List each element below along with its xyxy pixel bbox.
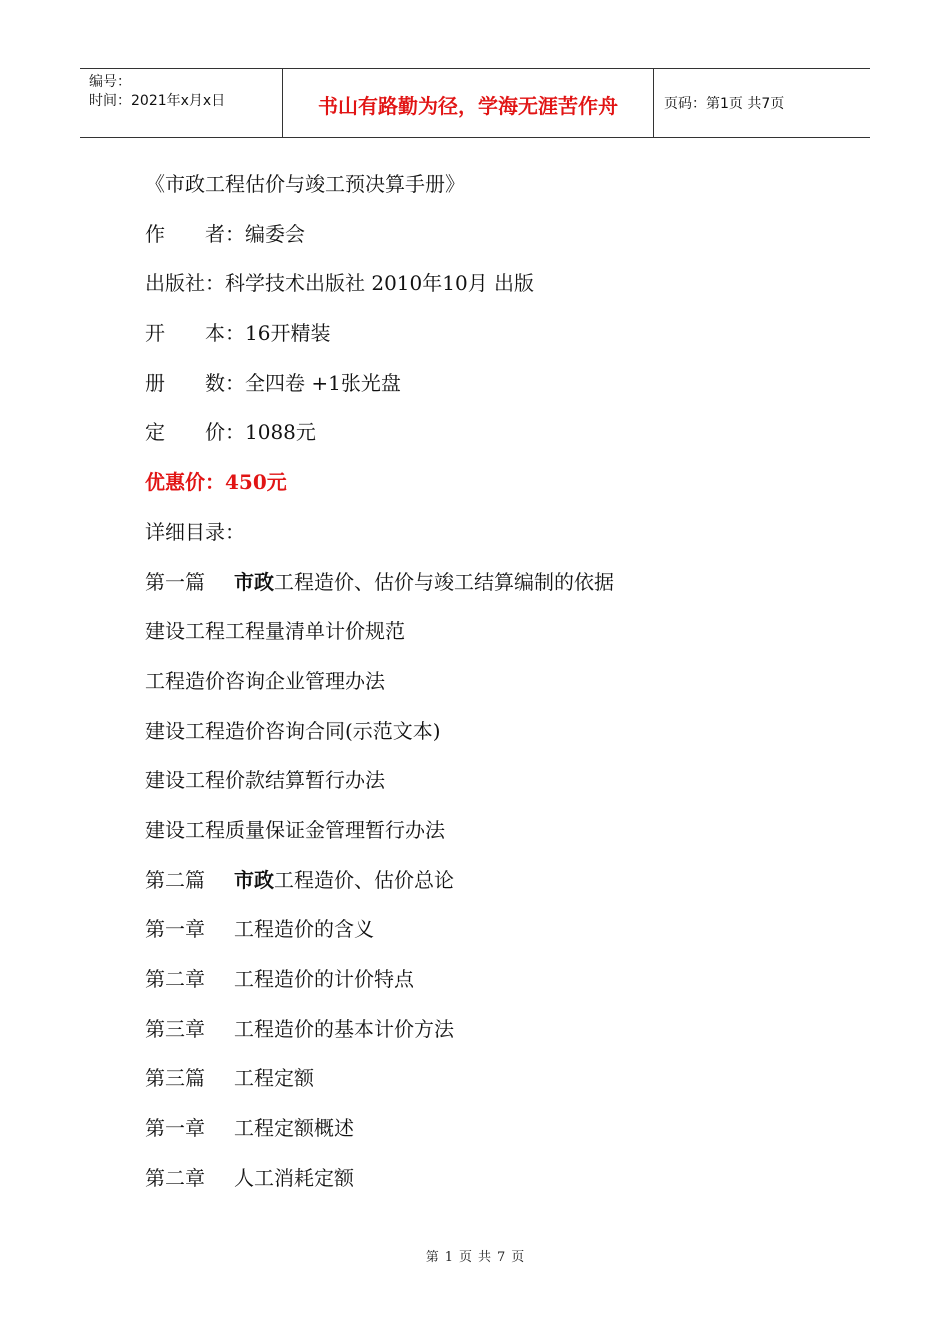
toc-item — [145, 657, 845, 707]
author-key: 作 者： — [145, 221, 245, 246]
toc-item-prefix: 第二章 — [145, 1165, 205, 1190]
price-value: 1088元 — [245, 420, 316, 445]
footer-p1: 第 — [425, 1250, 439, 1265]
format-value: 16开精装 — [245, 321, 331, 346]
table-of-contents — [145, 558, 845, 1204]
toc-item-text: 工程造价的基本计价方法 — [234, 1016, 454, 1041]
toc-item — [145, 607, 845, 657]
toc-item-text: 工程造价的含义 — [234, 917, 374, 942]
toc-item-text: 工程造价咨询企业管理办法 — [145, 668, 385, 693]
toc-item-text: 工程定额概述 — [234, 1116, 354, 1141]
footer-p4: 页 — [511, 1250, 525, 1265]
publisher-line — [145, 259, 845, 309]
price-key: 定 价： — [145, 420, 245, 445]
publisher-value: 科学技术出版社 2010年10月 出版 — [225, 271, 535, 296]
footer-total-pages: 7 — [497, 1250, 506, 1265]
header-page-info: 页码：第1页 共7页 — [664, 96, 785, 112]
header-left-cell — [80, 69, 282, 137]
book-title: 《市政工程估价与竣工预决算手册》 — [145, 172, 465, 196]
format-key: 开 本： — [145, 321, 245, 346]
toc-item — [145, 707, 845, 757]
toc-item-prefix: 第一章 — [145, 917, 205, 942]
toc-label: 详细目录： — [145, 519, 245, 544]
toc-item-text: 人工消耗定额 — [234, 1165, 354, 1190]
toc-item — [145, 1104, 845, 1154]
number-label: 编号： — [89, 74, 131, 90]
volumes-key: 册 数： — [145, 370, 245, 395]
toc-item-text: 工程定额 — [234, 1066, 314, 1091]
discount-price: 优惠价：450元 — [145, 470, 287, 495]
toc-item-prefix: 第二篇 — [145, 867, 205, 892]
toc-item-text: 建设工程价款结算暂行办法 — [145, 768, 385, 793]
toc-item-text: 工程造价、估价总论 — [274, 867, 454, 892]
toc-item-prefix: 第一章 — [145, 1116, 205, 1141]
toc-item — [145, 558, 845, 608]
toc-item — [145, 1054, 845, 1104]
volumes-line — [145, 359, 845, 409]
price-line — [145, 408, 845, 458]
toc-item-bold: 市政 — [234, 867, 274, 892]
toc-item-text: 建设工程造价咨询合同(示范文本) — [145, 718, 441, 743]
footer-page-number: 1 — [444, 1250, 453, 1265]
toc-item-text: 工程造价、估价与竣工结算编制的依据 — [274, 569, 614, 594]
document-body — [145, 160, 845, 1203]
header-motto: 书山有路勤为径，学海无涯苦作舟 — [282, 69, 654, 137]
footer-p3: 共 — [478, 1250, 492, 1265]
header-table — [80, 68, 870, 138]
toc-item-prefix: 第三章 — [145, 1016, 205, 1041]
toc-item-bold: 市政 — [234, 569, 274, 594]
toc-item — [145, 905, 845, 955]
publisher-key: 出版社： — [145, 271, 225, 296]
time-label: 时间：2021年x月x日 — [89, 93, 226, 109]
author-value: 编委会 — [245, 221, 305, 246]
volumes-value: 全四卷 +1张光盘 — [245, 370, 401, 395]
page-footer — [0, 1246, 950, 1265]
toc-item — [145, 1005, 845, 1055]
toc-item — [145, 806, 845, 856]
format-line — [145, 309, 845, 359]
toc-item-prefix: 第二章 — [145, 967, 205, 991]
footer-p2: 页 — [458, 1250, 472, 1265]
toc-item — [145, 1154, 845, 1204]
toc-item-prefix: 第一篇 — [145, 569, 205, 594]
toc-item-text: 建设工程工程量清单计价规范 — [145, 619, 405, 644]
toc-item — [145, 955, 845, 1005]
toc-item — [145, 756, 845, 806]
author-line — [145, 210, 845, 260]
toc-item-text: 工程造价的计价特点 — [234, 967, 414, 991]
toc-item-text: 建设工程质量保证金管理暂行办法 — [145, 817, 445, 842]
toc-item-prefix: 第三篇 — [145, 1066, 205, 1091]
toc-item — [145, 856, 845, 906]
